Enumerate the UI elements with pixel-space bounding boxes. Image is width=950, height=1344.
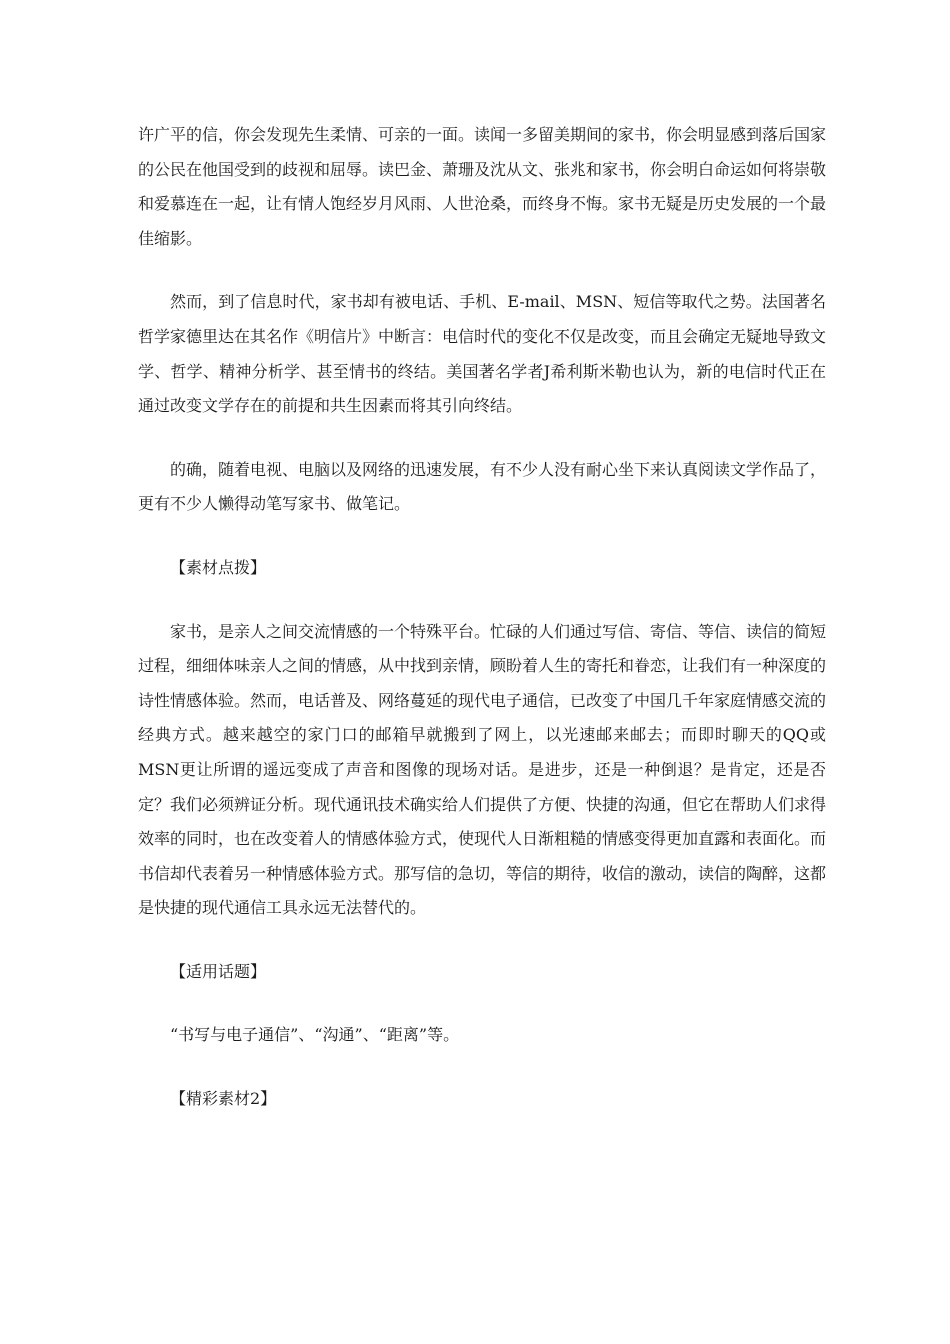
paragraph-text: “书写与电子通信”、“沟通”、“距离”等。 — [170, 1025, 460, 1045]
paragraph-2 — [138, 285, 826, 423]
paragraph-gap — [138, 522, 826, 551]
document-page — [138, 118, 826, 1117]
paragraph-4 — [138, 615, 826, 926]
paragraph-1 — [138, 118, 826, 256]
paragraph-gap — [138, 424, 826, 453]
paragraph-gap — [138, 989, 826, 1018]
paragraph-gap — [138, 926, 826, 955]
paragraph-text: 家书，是亲人之间交流情感的一个特殊平台。忙碌的人们通过写信、寄信、等信、读信的简短过程，细细体味亲人之间的情感，从中找到亲情，顾盼着人生的寄托和眷恋，让我们有一种深度的诗性情感体验。然而，电话普及、网络蔓延的现代电子通信，已改变了中国几千年家庭情感交流的经典方式。越来越空的家门口的邮箱早就搬到了网上，以光速邮来邮去；而即时聊天的QQ或MSN更让所谓的遥远变成了声音和图像的现场对话。是进步，还是一种倒退？是肯定，还是否定？我们必须辨证分析。现代通讯技术确实给人们提供了方便、快捷的沟通，但它在帮助人们求得效率的同时，也在改变着人的情感体验方式，使现代人日渐粗糙的情感变得更加直露和表面化。而书信却代表着另一种情感体验方式。那写信的急切，等信的期待，收信的激动，读信的陶醉，这都是快捷的现代通信工具永远无法替代的。 — [138, 621, 827, 918]
paragraph-gap — [138, 1053, 826, 1082]
paragraph-3 — [138, 453, 826, 522]
section-heading-featured-material-2 — [138, 1082, 826, 1117]
paragraph-text: 然而，到了信息时代，家书却有被电话、手机、E-mail、MSN、短信等取代之势。法国著名哲学家德里达在其名作《明信片》中断言：电信时代的变化不仅是改变，而且会确定无疑地导致文学、哲学、精神分析学、甚至情书的终结。美国著名学者J希利斯米勒也认为，新的电信时代正在通过改变文学存在的前提和共生因素而将其引向终结。 — [138, 292, 827, 416]
paragraph-5 — [138, 1018, 826, 1053]
paragraph-text: 许广平的信，你会发现先生柔情、可亲的一面。读闻一多留美期间的家书，你会明显感到落后国家的公民在他国受到的歧视和屈辱。读巴金、萧珊及沈从文、张兆和家书，你会明白命运如何将崇敬和爱慕连在一起，让有情人饱经岁月风雨、人世沧桑，而终身不悔。家书无疑是历史发展的一个最佳缩影。 — [138, 125, 827, 248]
paragraph-gap — [138, 256, 826, 285]
paragraph-text: 的确，随着电视、电脑以及网络的迅速发展，有不少人没有耐心坐下来认真阅读文学作品了，更有不少人懒得动笔写家书、做笔记。 — [138, 459, 827, 514]
paragraph-gap — [138, 586, 826, 615]
section-heading-applicable-topics — [138, 955, 826, 990]
heading-text: 【素材点拨】 — [170, 557, 267, 577]
section-heading-material-tips — [138, 551, 826, 586]
heading-text: 【精彩素材2】 — [170, 1089, 277, 1109]
heading-text: 【适用话题】 — [170, 961, 267, 981]
